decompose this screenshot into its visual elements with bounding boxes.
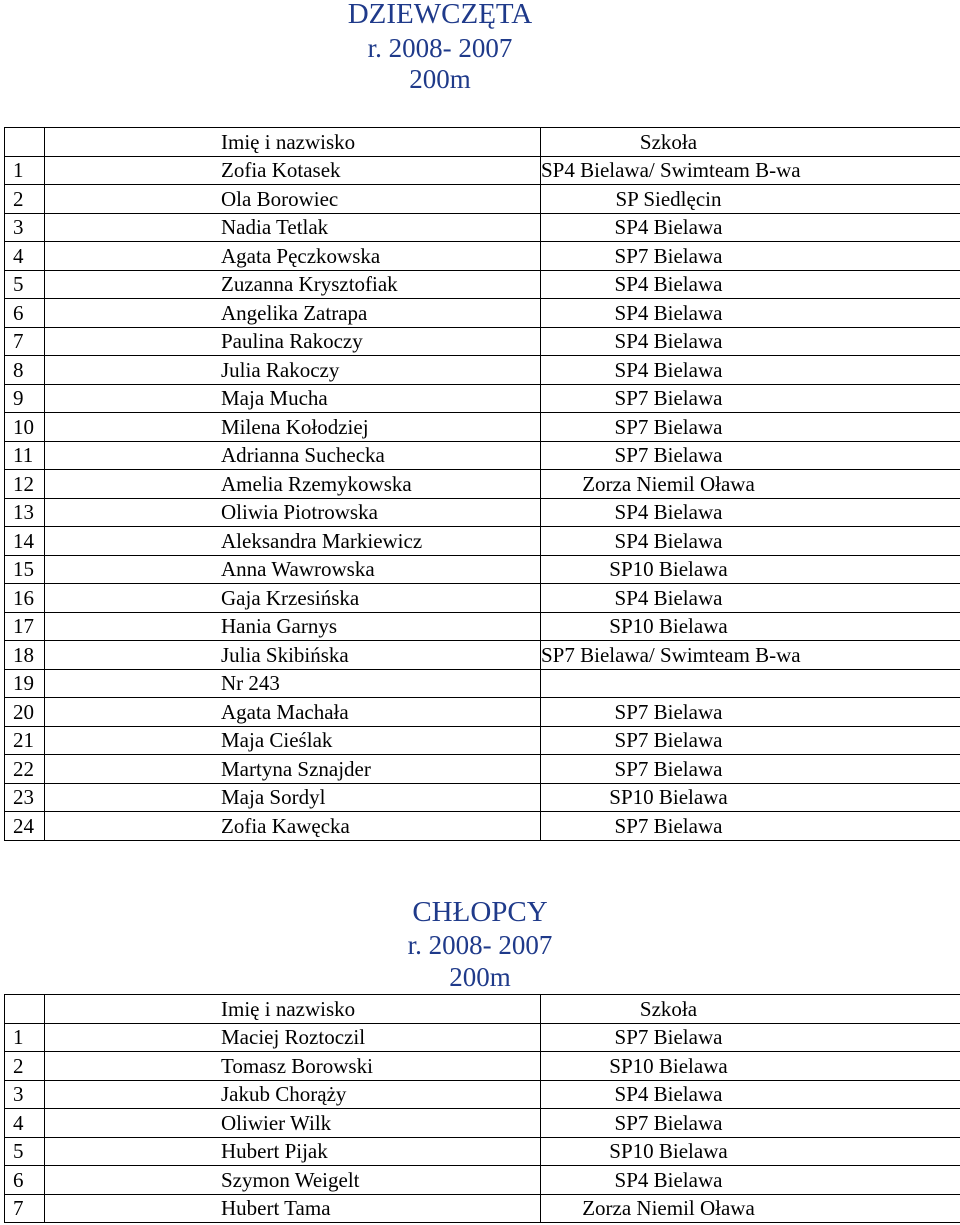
school-cell <box>541 327 960 356</box>
school-name: SP4 Bielawa <box>614 528 723 553</box>
row-number: 4 <box>5 242 45 271</box>
row-number: 23 <box>5 783 45 812</box>
row-number: 2 <box>5 185 45 214</box>
girls-title: DZIEWCZĘTA <box>347 0 533 30</box>
school-name: SP10 Bielawa <box>609 1053 728 1078</box>
girls-header-school <box>541 128 960 157</box>
girls-header-school-label: Szkoła <box>639 129 698 154</box>
school-name: SP4 Bielawa <box>614 1082 723 1107</box>
swimmer-name: Nadia Tetlak <box>45 213 541 242</box>
school-cell <box>541 470 960 499</box>
row-number: 2 <box>5 1052 45 1081</box>
swimmer-name: Anna Wawrowska <box>45 555 541 584</box>
row-number: 3 <box>5 1080 45 1109</box>
school-cell <box>541 384 960 413</box>
swimmer-name: Maciej Roztoczil <box>45 1023 541 1052</box>
school-cell <box>541 242 960 271</box>
school-cell <box>541 1023 960 1052</box>
school-name: SP7 Bielawa <box>614 386 723 411</box>
row-number: 3 <box>5 213 45 242</box>
school-name: SP7 Bielawa <box>614 443 723 468</box>
swimmer-name: Oliwier Wilk <box>45 1109 541 1138</box>
table-row <box>5 783 960 812</box>
row-number: 15 <box>5 555 45 584</box>
table-row <box>5 213 960 242</box>
table-row <box>5 299 960 328</box>
swimmer-name: Paulina Rakoczy <box>45 327 541 356</box>
row-number: 6 <box>5 1166 45 1195</box>
school-cell <box>541 584 960 613</box>
school-cell <box>541 299 960 328</box>
swimmer-name: Jakub Chorąży <box>45 1080 541 1109</box>
swimmer-name: Maja Mucha <box>45 384 541 413</box>
row-number: 9 <box>5 384 45 413</box>
swimmer-name: Zofia Kotasek <box>45 156 541 185</box>
row-number: 7 <box>5 1194 45 1223</box>
school-name: Zorza Niemil Oława <box>582 1196 755 1221</box>
boys-header-name-label: Imię i nazwisko <box>221 996 356 1021</box>
table-row <box>5 612 960 641</box>
row-number: 11 <box>5 441 45 470</box>
school-name: SP4 Bielawa/ Swimteam B-wa <box>541 158 801 183</box>
school-cell <box>541 413 960 442</box>
row-number: 10 <box>5 413 45 442</box>
row-number: 20 <box>5 698 45 727</box>
table-row <box>5 555 960 584</box>
swimmer-name: Maja Sordyl <box>45 783 541 812</box>
swimmer-name: Hania Garnys <box>45 612 541 641</box>
table-row <box>5 584 960 613</box>
school-name: SP4 Bielawa <box>614 357 723 382</box>
school-name: SP7 Bielawa <box>614 243 723 268</box>
girls-distance: 200m <box>409 64 471 94</box>
table-row <box>5 1137 960 1166</box>
school-name: SP10 Bielawa <box>609 1139 728 1164</box>
school-cell <box>541 213 960 242</box>
school-name: SP7 Bielawa <box>614 728 723 753</box>
swimmer-name: Milena Kołodziej <box>45 413 541 442</box>
school-cell <box>541 1109 960 1138</box>
swimmer-name: Julia Skibińska <box>45 641 541 670</box>
row-number: 19 <box>5 669 45 698</box>
row-number: 8 <box>5 356 45 385</box>
table-row <box>5 185 960 214</box>
school-name: SP4 Bielawa <box>614 1167 723 1192</box>
table-row <box>5 812 960 841</box>
school-name: SP4 Bielawa <box>614 300 723 325</box>
row-number: 5 <box>5 270 45 299</box>
school-cell <box>541 441 960 470</box>
school-name: SP4 Bielawa <box>614 585 723 610</box>
school-cell <box>541 555 960 584</box>
table-row <box>5 698 960 727</box>
swimmer-name: Hubert Pijak <box>45 1137 541 1166</box>
school-cell <box>541 185 960 214</box>
boys-results-table <box>4 994 960 1223</box>
table-row <box>5 384 960 413</box>
boys-header-school-label: Szkoła <box>639 996 698 1021</box>
swimmer-name: Amelia Rzemykowska <box>45 470 541 499</box>
school-cell <box>541 641 960 670</box>
row-number: 22 <box>5 755 45 784</box>
swimmer-name: Julia Rakoczy <box>45 356 541 385</box>
school-name: SP7 Bielawa <box>614 1110 723 1135</box>
row-number: 7 <box>5 327 45 356</box>
school-cell <box>541 755 960 784</box>
school-cell <box>541 726 960 755</box>
girls-results-table <box>4 127 960 841</box>
table-row <box>5 669 960 698</box>
row-number: 5 <box>5 1137 45 1166</box>
school-name: SP10 Bielawa <box>609 557 728 582</box>
table-row <box>5 1023 960 1052</box>
boys-years: r. 2008- 2007 <box>407 930 553 960</box>
school-name: SP7 Bielawa/ Swimteam B-wa <box>541 642 801 667</box>
table-row <box>5 1052 960 1081</box>
swimmer-name: Szymon Weigelt <box>45 1166 541 1195</box>
table-row <box>5 1166 960 1195</box>
table-row <box>5 242 960 271</box>
girls-header-name <box>45 128 541 157</box>
school-cell <box>541 527 960 556</box>
row-number: 6 <box>5 299 45 328</box>
swimmer-name: Agata Pęczkowska <box>45 242 541 271</box>
swimmer-name: Gaja Krzesińska <box>45 584 541 613</box>
girls-header-row <box>5 128 960 157</box>
school-cell <box>541 1137 960 1166</box>
swimmer-name: Angelika Zatrapa <box>45 299 541 328</box>
boys-distance: 200m <box>449 962 511 992</box>
school-cell <box>541 1194 960 1223</box>
girls-years: r. 2008- 2007 <box>367 33 513 63</box>
girls-header-name-label: Imię i nazwisko <box>221 129 356 154</box>
table-row <box>5 755 960 784</box>
row-number: 24 <box>5 812 45 841</box>
table-row <box>5 498 960 527</box>
row-number: 18 <box>5 641 45 670</box>
table-row <box>5 270 960 299</box>
table-row <box>5 356 960 385</box>
school-cell <box>541 698 960 727</box>
school-name: SP7 Bielawa <box>614 813 723 838</box>
boys-header-name <box>45 995 541 1024</box>
school-cell <box>541 783 960 812</box>
table-row <box>5 726 960 755</box>
school-cell <box>541 270 960 299</box>
school-name: SP4 Bielawa <box>614 215 723 240</box>
table-row <box>5 156 960 185</box>
school-cell <box>541 498 960 527</box>
table-row <box>5 641 960 670</box>
swimmer-name: Hubert Tama <box>45 1194 541 1223</box>
school-name: SP7 Bielawa <box>614 1025 723 1050</box>
row-number: 17 <box>5 612 45 641</box>
girls-header-num <box>5 128 45 157</box>
table-row <box>5 1109 960 1138</box>
swimmer-name: Martyna Sznajder <box>45 755 541 784</box>
swimmer-name: Agata Machała <box>45 698 541 727</box>
swimmer-name: Zofia Kawęcka <box>45 812 541 841</box>
school-name: SP7 Bielawa <box>614 756 723 781</box>
school-name: SP Siedlęcin <box>615 186 722 211</box>
table-row <box>5 1194 960 1223</box>
boys-header-row <box>5 995 960 1024</box>
row-number: 1 <box>5 156 45 185</box>
school-cell <box>541 1166 960 1195</box>
swimmer-name: Nr 243 <box>45 669 541 698</box>
school-name: SP4 Bielawa <box>614 500 723 525</box>
swimmer-name: Maja Cieślak <box>45 726 541 755</box>
table-row <box>5 327 960 356</box>
boys-title: CHŁOPCY <box>412 896 548 928</box>
school-cell <box>541 612 960 641</box>
table-row <box>5 470 960 499</box>
row-number: 14 <box>5 527 45 556</box>
school-name: SP10 Bielawa <box>609 785 728 810</box>
school-cell <box>541 1052 960 1081</box>
swimmer-name: Tomasz Borowski <box>45 1052 541 1081</box>
swimmer-name: Oliwia Piotrowska <box>45 498 541 527</box>
school-name: Zorza Niemil Oława <box>582 471 755 496</box>
school-name: SP7 Bielawa <box>614 699 723 724</box>
row-number: 21 <box>5 726 45 755</box>
school-cell <box>541 669 960 698</box>
swimmer-name: Adrianna Suchecka <box>45 441 541 470</box>
row-number: 4 <box>5 1109 45 1138</box>
school-cell <box>541 1080 960 1109</box>
boys-header-school <box>541 995 960 1024</box>
row-number: 1 <box>5 1023 45 1052</box>
school-cell <box>541 356 960 385</box>
school-name: SP4 Bielawa <box>614 329 723 354</box>
row-number: 16 <box>5 584 45 613</box>
swimmer-name: Zuzanna Krysztofiak <box>45 270 541 299</box>
school-name: SP4 Bielawa <box>614 272 723 297</box>
table-row <box>5 1080 960 1109</box>
row-number: 13 <box>5 498 45 527</box>
swimmer-name: Aleksandra Markiewicz <box>45 527 541 556</box>
table-row <box>5 441 960 470</box>
boys-header-num <box>5 995 45 1024</box>
row-number: 12 <box>5 470 45 499</box>
swimmer-name: Ola Borowiec <box>45 185 541 214</box>
table-row <box>5 527 960 556</box>
school-cell <box>541 812 960 841</box>
table-row <box>5 413 960 442</box>
school-name: SP7 Bielawa <box>614 414 723 439</box>
school-cell <box>541 156 960 185</box>
school-name: SP10 Bielawa <box>609 614 728 639</box>
